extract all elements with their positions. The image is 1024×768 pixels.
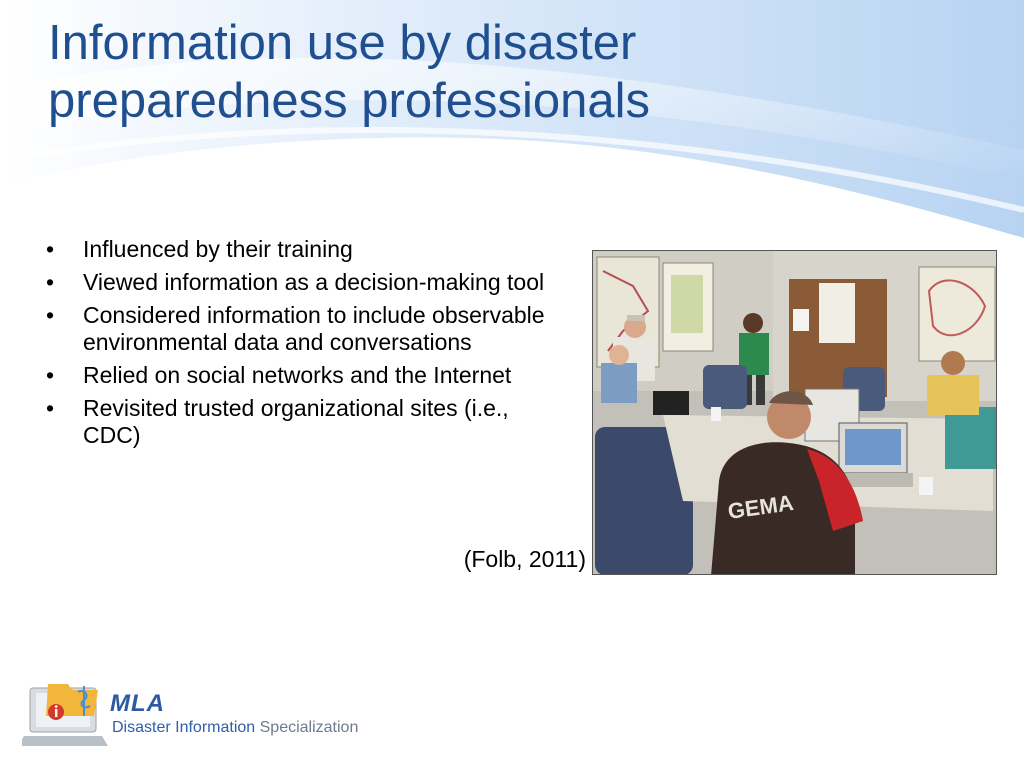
bullet-item xyxy=(44,236,564,263)
operations-room-photo xyxy=(592,250,997,575)
slide-title: Information use by disaster preparedness professionals xyxy=(48,16,650,128)
tagline-disaster-information: Disaster Information xyxy=(112,719,256,736)
mla-logo-text: MLA xyxy=(110,690,165,717)
citation: (Folb, 2011) xyxy=(463,546,586,572)
bullet-item xyxy=(44,269,564,296)
bullet-list xyxy=(44,236,564,455)
bullet-marker: • xyxy=(46,302,55,328)
vest-label: GEMA xyxy=(726,490,796,524)
mla-logo-graphic xyxy=(22,676,382,756)
logo-tagline xyxy=(112,719,358,737)
bullet-marker: • xyxy=(46,236,55,262)
bullet-marker: • xyxy=(46,269,55,295)
bullet-item xyxy=(44,395,564,449)
bullet-item xyxy=(44,362,564,389)
tagline-specialization: Specialization xyxy=(259,719,359,736)
bullet-text: Relied on social networks and the Internet xyxy=(83,362,512,388)
bullet-text: Viewed information as a decision-making tool xyxy=(83,269,545,295)
bullet-marker: • xyxy=(46,395,55,421)
photo-illustration xyxy=(593,251,997,575)
bullet-text: Influenced by their training xyxy=(83,236,353,262)
bullet-text: Considered information to include observable environmental data and conversations xyxy=(83,302,545,355)
bullet-text: Revisited trusted organizational sites (i.e., CDC) xyxy=(83,395,509,448)
bullet-item xyxy=(44,302,564,356)
bullet-marker: • xyxy=(46,362,55,388)
